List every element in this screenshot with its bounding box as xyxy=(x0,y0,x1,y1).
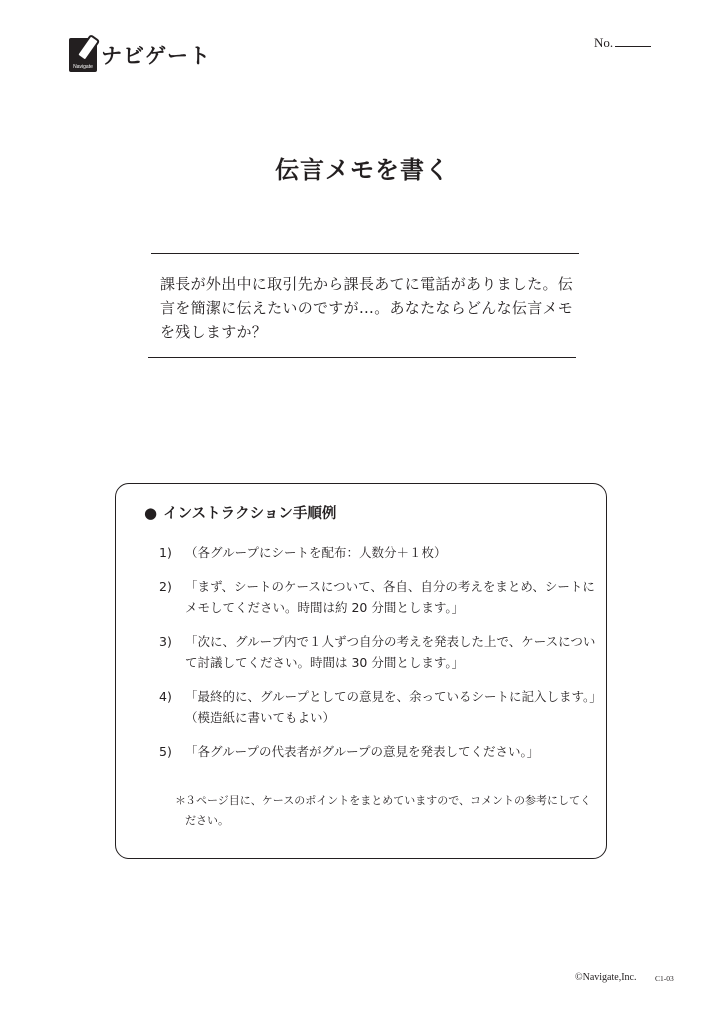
instruction-note-text: ３ページ目に、ケースのポイントをまとめていますので、コメントの参考にしてください。 xyxy=(185,794,592,827)
instruction-note xyxy=(175,791,595,831)
copyright-notice: ©Navigate,Inc. xyxy=(575,972,637,983)
instruction-step xyxy=(159,686,599,728)
case-question: 課長が外出中に取引先から課長あてに電話がありました。伝言を簡潔に伝えたいのですが…。あなたならどんな伝言メモを残しますか？ xyxy=(160,275,574,341)
step-text: 「最終的に、グループとしての意見を、余っているシートに記入します。」（模造紙に書いてもよい） xyxy=(185,689,596,725)
document-code: C1-03 xyxy=(655,974,674,983)
instruction-box xyxy=(115,483,607,859)
instruction-step xyxy=(159,741,599,762)
instruction-step xyxy=(159,542,599,563)
step-number: 4) xyxy=(159,689,172,704)
step-text: 「各グループの代表者がグループの意見を発表してください。」 xyxy=(185,744,540,759)
question-top-rule xyxy=(151,253,579,254)
company-logo xyxy=(69,36,211,74)
question-bottom-rule xyxy=(148,357,576,358)
document-number-label: No. xyxy=(594,35,614,50)
step-number: 5) xyxy=(159,744,172,759)
pen-logo-icon xyxy=(69,38,97,72)
asterisk-icon: ＊ xyxy=(175,794,186,807)
bullet-icon: ● xyxy=(144,503,158,522)
instruction-heading-label: インストラクション手順例 xyxy=(163,506,337,522)
logo-sub-text: Navigate xyxy=(73,64,93,70)
step-text: 「次に、グループ内で１人ずつ自分の考えを発表した上で、ケースについて討議してください。時間は 30 分間とします。」 xyxy=(185,634,596,670)
step-number: 1) xyxy=(159,545,172,560)
instruction-steps xyxy=(159,542,599,775)
step-text: （各グループにシートを配布：人数分＋１枚） xyxy=(185,545,447,560)
document-number-blank xyxy=(615,34,651,47)
step-number: 2) xyxy=(159,579,172,594)
document-number xyxy=(594,34,651,51)
instruction-step xyxy=(159,631,599,673)
logo-text: ナビゲート xyxy=(101,44,211,68)
instruction-heading xyxy=(144,502,336,523)
page-title: 伝言メモを書く xyxy=(275,156,450,184)
instruction-step xyxy=(159,576,599,618)
step-text: 「まず、シートのケースについて、各自、自分の考えをまとめ、シートにメモしてください。時間は約 20 分間とします。」 xyxy=(185,579,595,615)
step-number: 3) xyxy=(159,634,172,649)
